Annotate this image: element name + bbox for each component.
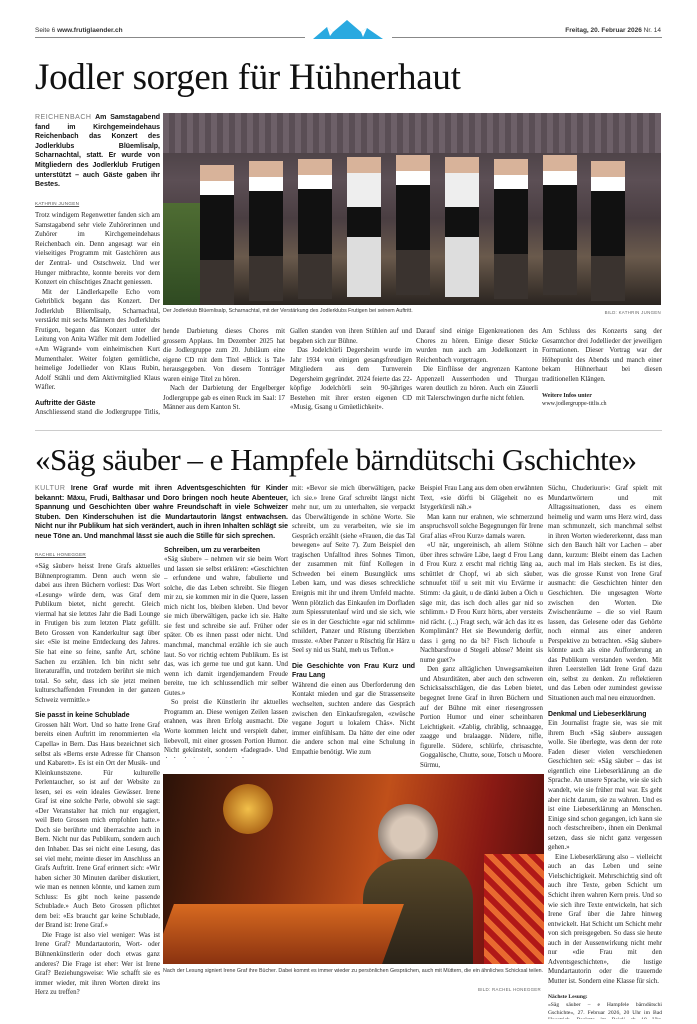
paragraph: Trotz windigem Regenwetter fanden sich am Samstagabend sehr viele Zuhörerinnen und Zuhörer im Kirchgemeindehaus Reichenbach ein. Denn angesagt war ein vielseitiges Programm mit Gastchören aus der Zentral- und Ostschweiz. Und wer Hunger mitbrachte, konnte bereits vor dem Konzert ein chüschtiges Znacht geniessen.: [35, 212, 160, 287]
paragraph: Mit der Ländlerkapelle Echo vom Gehriblick begann das Konzert. Der Jodlerklub Blüemlisalp, Scharnachtal, verstärkt mit sechs Männern des Jodlerklubs Frutigen, begann das Konzert unter der Leitung von Anita Wäfler mit dem Jodellied «Am Wägrand» vom einheimischen Kurt Mumenthaler. Weiter folgten gemütliche, heimelige Jodellieder von Klaus Rubin, Adolf Stähli und dem Aktivmitglied Klaus Wäfler.: [35, 288, 160, 392]
article2-lead: [35, 484, 288, 542]
issue-date: Freitag, 20. Februar 2026: [565, 27, 642, 34]
article1-subhead: Auftritte der Gäste: [35, 399, 96, 407]
paragraph: Eine Liebeserklärung also – vielleicht auch an das Leben und seine Vielschichtigkeit. Mehrschichtig sind oft auch ihre Texte, geben Schicht um Schicht ihren wahren Kern preis. Und so wie sich ihre Texte entwickeln, hat sich Irene Graf über die Jahre hinweg entwickelt. Hat Schicht um Schicht mehr von sich preisgegeben. So dass sie heute auch in der Aussenwirkung nicht mehr nur «die Frau mit den Adventsgeschichten», die lustige Mundartautorin oder die trauernde Mutter ist. Sondern eine Klasse für sich.: [548, 853, 662, 985]
paragraph: hende Darbietung dieses Chores mit grossem Applaus. Im Dezember 2025 hat die Jodlergruppe zum 20. Jubiläum eine eigene CD mit dem Titel «Blick is Tal» herausgegeben. Von diesem Tonträger waren einige Titel zu hören.: [163, 328, 285, 383]
paragraph: Gallen standen von ihren Stühlen auf und begaben sich zur Bühne.: [290, 328, 412, 345]
paragraph: «Säg säuber» – nehmen wir sie beim Wort und lassen sie selbst erklären: «Geschichten – erfundene und wahre, fabulierte und solche, die das Leben schreibt. Sie fliegen mir zu, sie kommen mir in die Quere, lassen mich nicht los, bleiben kleben. Und bevor sie mich überwältigen, packe ich sie. Halte sie fest und schreibe sie auf. Früher oder später. Ob es ihnen passt oder nicht. Und manchmal, manchmal erzähle ich sie auch laut. So vor richtig echtem Publikum. Es ist das, was ich gerne tue und gut kann. Und wenn ich damit irgendjemandem Freude bereite, tue ich schlussendlich mir selber Gutes.»: [164, 556, 288, 697]
article1-column-2: [163, 327, 285, 419]
article2-kicker: KULTUR: [35, 485, 66, 492]
article2-title: «Säg säuber – e Hampfele bärndütschi Gschichte»: [35, 442, 637, 477]
article2-subhead: Die Geschichte von Frau Kurz und Frau Lang: [292, 662, 415, 680]
article1-title: Jodler sorgen für Hühnerhaut: [35, 57, 461, 98]
paragraph: Süchu, Chuderiuuri»: Graf spielt mit Mundartwörtern und mit Alltagssituationen, dass es einem heimelig und warm ums Herz wird, dass man schmunzelt, sich manchmal selbst in ihren Worten wiedererkennt, dass man sich den Bauch hält vor Lachen – aber dann, kurzum: Bleibt einem das Lachen auch mal im Hals stecken. Es ist dies, was die grosse Kunst von Irene Graf ausmacht: die Geschichten hinter den Geschichten. Die ungesagten Worte zwischen den Worten. Die Zwischenräume – die so viel Raum lassen, das Gelesene oder das Gehörte noch einmal aus einer anderen Perspektive zu betrachten. «Säg säuber» könnte auch als eine Aufforderung an das Publikum verstanden werden. Mit ihren Leerstellen lädt Irene Graf dazu ein, selbst zu denken. Zu reflektieren und das Leben oder zumindest gewisse Situationen auch mal neu einzuordnen.: [548, 485, 662, 703]
article1-column-1: [35, 113, 160, 418]
article-divider: [35, 430, 662, 431]
info-url[interactable]: www.jodlergruppe-titlis.ch: [542, 401, 607, 408]
paragraph: Ein Journalist fragte sie, was sie mit ihrem Buch «Säg säuber» aussagen wolle. Sie überlegte, was denn der rote Faden dieser vielen verschiedenen Geschichten sei: «Säg säuber – das ist eigentlich eine Liebeserklärung an die Sprache. An unsere Sprache, wie sie sich wandelt, wie sie früher mal war. Es geht aber nicht darum, sie zu wahren. Und es ist eine Liebeserklärung an Menschen. Einige sind schon gegangen, ich kann sie noch ‹festschreiben›, ihnen ein Denkmal setzen, dass sie nicht ganz vergessen gehen.»: [548, 720, 662, 852]
article2-column-4: [420, 484, 543, 771]
article2-subhead: Sie passt in keine Schublade: [35, 712, 130, 720]
paragraph: Nach der Darbietung der Engelberger Jodlergruppe gab es einen Ruck im Saal: 17 Männer aus dem Kanton St.: [163, 385, 285, 412]
article1-column-4: [416, 327, 538, 419]
article2-photo-caption: Nach der Lesung signiert Irene Graf ihre Bücher. Dabei kommt es immer wieder zu persönlichen Gesprächen, auch mit Müttern, die ein ähnliches Schicksal teilen.: [163, 968, 544, 974]
article1-lead: [35, 113, 160, 190]
article2-photo-irene-graf: [163, 774, 544, 964]
paragraph: Während die einen aus Überforderung den Kontakt mieden und gar die Strassenseite wechselten, suchten andere das Gespräch zwischen den Einkaufsregalen, «zwüsche vegane Jogurt u lokalem Chäs». Nicht immer einfühlsam. Da hätte der eine oder die andere schon mal eine Schulung in Empathie benötigt. Wie zum: [292, 681, 415, 756]
paragraph: «Säg säuber» heisst Irene Grafs aktuelles Bühnenprogramm. Denn auch wenn sie dabei aus ihren Büchern vorliest: Das Wort «Lesung» würde dem, was Graf dem Publikum bietet, nicht gerecht. Gleich viermal hat sie letztes Jahr die Badi Lounge in Frutigen bis zum letzten Platz gefüllt. Beto Grossen von Kanderkultur sagt über sie: «Sie ist meine Entdeckung des Jahres. Sie hat eine so feine, sanfte Art, schöne Sachen zu erzählen. Ich bin nicht sehr literaturaffin, und trotzdem berührt sie mich total. So sehr, dass ich sie jetzt meinen kulturschaffenden Freunden in der ganzen Schweiz vermittle.»: [35, 563, 160, 704]
issue-info: [565, 27, 661, 34]
issue-number: Nr. 14: [643, 27, 661, 34]
next-reading-label: Nächste Lesung:: [548, 994, 588, 1001]
paragraph: Beispiel Frau Lang aus dem oben erwähnten Text, «sie dörfti bi Glägeheit no es Istygerkürsli näh.»: [420, 485, 543, 512]
info-label: Weitere Infos unter: [542, 393, 592, 400]
next-reading-text: «Säg säuber – e Hampfele bärndütschi Gschichte», 27. Februar 2026, 20 Uhr im Bad: [548, 1002, 662, 1016]
article1-photo-jodlerklub: [163, 113, 661, 305]
next-reading-info: [548, 994, 662, 1019]
article1-info: [542, 392, 662, 408]
paragraph: Darauf sind einige Eigenkreationen des Chores zu hören. Einige dieser Stücke wurden nun auch am Jodelkonzert in Reichenbach vorgetragen.: [416, 328, 538, 364]
page-info: [35, 27, 123, 34]
paragraph: Grossen hält Wort. Und so hatte Irene Graf bereits einen Auftritt im renommierten «la Capella» in Bern. Das Haus bezeichnet sich selbst als «Berns erste Adresse für Chanson und Kabarett». Es ist ein Ort der Musik- und Kleinkunstszene. Für kulturelle Perlentaucher, so ist auf der Website zu lesen, sei es «ein ideales Gewässer. Irene Graf ist eine solche Perle, obwohl sie sagt: «Der Veranstalter hat mich nur engagiert, weil Beto Grossen mich empfohlen hatte.» Doch sie berührte und überraschte auch in Bern. Nicht nur das Publikum, sondern auch den Inhaber. Das sei nicht eine Lesung, das sei viel mehr, meinte dieser im Anschluss an Grafs Auftritt. Irene Graf erinnert sich: «Wir haben sicher 30 Minuten darüber diskutiert, wie man es nennen könnte, und kamen zum Schluss: Es gibt noch keine passende Schublade.» Auch Beto Grossen pflichtet dem bei: «Es braucht gar keine Schublade, der Brand ist: Irene Graf.»: [35, 721, 160, 930]
article1-kicker: REICHENBACH: [35, 114, 92, 121]
header-rule-left: [35, 37, 305, 38]
paragraph: Anschliessend stand die Jodlergruppe Titlis,: [35, 409, 160, 417]
paragraph: Die Einflüsse der angrenzen Kantone Appenzell Ausserrhoden und Thurgau waren deutlich zu hören. Auch ein Zäuerli mit Talerschwingen durfte nicht fehlen.: [416, 366, 538, 402]
website: www.frutiglaender.ch: [57, 27, 123, 34]
paragraph: Die Frage ist also viel weniger: Was ist Irene Graf? Mundartautorin, Wort- oder Bühnenkünstlerin oder doch etwas ganz anderes? Die Frage ist eher: Wer ist Irene Graf? Beziehungsweise: Wie schafft sie es immer wieder, mit ihren Worten direkt ins Herz zu treffen?: [35, 931, 160, 997]
paragraph: Am Schluss des Konzerts sang der Gesamtchor drei Jodellieder der jeweiligen Formationen. Dieser Vortrag war der Höhepunkt des Abends und manch einer bekam Hühnerhaut bei diesen traditionellen Klängen.: [542, 328, 662, 383]
paragraph: Man kann nur erahnen, wie schmerzund anspruchsvoll solche Begegnungen für Irene Graf alias «Frou Kurz» damals waren.: [420, 513, 543, 540]
paragraph: «U när, ungereinisch, ah allem Stöhne über ihres schwäre Läbe, laegt d Frou Lang d Frou Kurz z erscht mal richtig läng aa, schüttlet dr Chopf, wi ab sich säuber, schnuufet töif u seit mit viu Ervärme ir Stimm: ‹Ja gäuit, u de dänki äuben a Öich u säge mir, das isch doch alles gar nid so schlimm.› D Frou Kurz hörts, aber versteits nid rächt. (...) Fragt sech, wär äch das itz es Komplimänt? Het sie Bewunderig derfür, dass i geng no da bi? Fisch lichoufe u Nachbarsfroue d Stegeli ablose? Meint sis nume guet?»: [420, 542, 543, 664]
header-rule-right: [392, 37, 662, 38]
article2-lead-text: Irene Graf wurde mit ihren Adventsgeschichten für Kinder bekannt: Mäxu, Frudi, Balthasar und Doro bringen noch heute Abenteuer, Spannung und Geschichten über wahre Freundschaft in viele Schweizer Stuben. Den Kinderschuhen ist die Mundartautorin längst entwachsen. Nicht nur ihr Publikum hat sich verändert, auch in ihren Inhalten schlägt sie neue Töne an. Und manchmal lässt sie auch die Stille für sich sprechen.: [35, 485, 288, 540]
paragraph: Das Jodelchörli Degersheim wurde im Jahr 1934 von einigen gesangsfreudigen Mitgliedern aus dem Turnverein Degersheim gegründet. 2024 feierte das 22-köpfige Jodelchörli sein 90-jähriges Bestehen mit ihrer ersten eigenen CD «Musig, Gsang u Gmüetlichkeit».: [290, 347, 412, 412]
paragraph: Den ganz alltäglichen Unwegsamkeiten und Absurditäten, aber auch den schweren Schicksalsschlägen, die das Leben bietet, begegnet Irene Graf in ihren Büchern und auf der Bühne mit einer riesengrossen Portion Humor und einer scheinbaren Leichtigkeit. «Zablig, chräblig, schnaagge, zaagge und bralaagge. Nüdere, nifle, figurelle. Südere, schlürfe, chrisaschte, Goggalüsche, Chutte, soue, Totsch u Moore. Sürmu,: [420, 666, 543, 769]
article2-subhead: Denkmal und Liebeserklärung: [548, 710, 647, 718]
article1-photo-credit: BILD: KATHRIN JUNGEN: [604, 310, 661, 315]
article1-column-5: [542, 327, 662, 419]
article1-column-3: [290, 327, 412, 419]
mountain-logo-icon: [313, 20, 383, 40]
article2-subhead: Schreiben, um zu verarbeiten: [164, 546, 261, 554]
article2-photo-credit: BILD: RACHEL HONEGGER: [478, 987, 541, 992]
paragraph: So preist die Künstlerin ihr aktuelles Programm an. Diese wenigen Zeilen lassen erahnen, was ihren Erfolg ausmacht. Die Worte kommen leicht und verspielt daher, liebevoll, mit einer grossen Portion Humor. Nicht gekünstelt, sondern «fadegrad». Und: [164, 699, 288, 755]
article2-column-3: [292, 484, 415, 771]
article1-lead-text: Am Samstagabend fand im Kirchgemeindehaus Reichenbach das Konzert des Jodlerklubs Blüemlisalp, Scharnachtal, statt. Er wurde von Mitgliedern des Jodlerklub Frutigen unterstützt – auch Gäste gaben ihr Bestes.: [35, 114, 160, 189]
paragraph: mit: «Bevor sie mich überwältigen, packe ich sie.» Irene Graf schreibt längst nicht mehr nur, um zu unterhalten, sie verpackt das Überwältigende in schöne Worte. Sie schreibt, um zu verarbeiten, wie sie im Gespräch erzählt (siehe «Frauen, die das Tal bewegen» auf Seite 7). Zum Beispiel den tragischen Unfalltod ihres Sohnes Timon, der zusammen mit fünf Kollegen in Schweden bei einem Busunglück ums Leben kam, und was dieses schreckliche Ereignis mit ihr und ihrem Umfeld machte. Wenn plötzlich das Einkaufen im Dorfladen zum Spiessrutenlauf wird und sie sich, wie sie es in der Geschichte «gar nid schlimm» schildert, Panzer und Rüstung überziehen musste. «Aber Panzer u Rüschtig für Härz u Seel sy nid us Stahl, meh us Teflon.»: [292, 485, 415, 655]
page-number: Seite 6: [35, 27, 56, 34]
article2-column-1: [35, 546, 160, 998]
article1-photo-caption: Der Jodlerklub Blüemlisalp, Scharnachtal, mit der Verstärkung des Jodlerklubs Frutigen bei seinem Auftritt.: [163, 308, 413, 314]
article2-byline: RACHEL HONEGGER: [35, 551, 87, 557]
article1-byline: KATHRIN JUNGEN: [35, 200, 80, 206]
article2-column-5: [548, 484, 662, 1019]
article2-column-2: [164, 546, 288, 758]
